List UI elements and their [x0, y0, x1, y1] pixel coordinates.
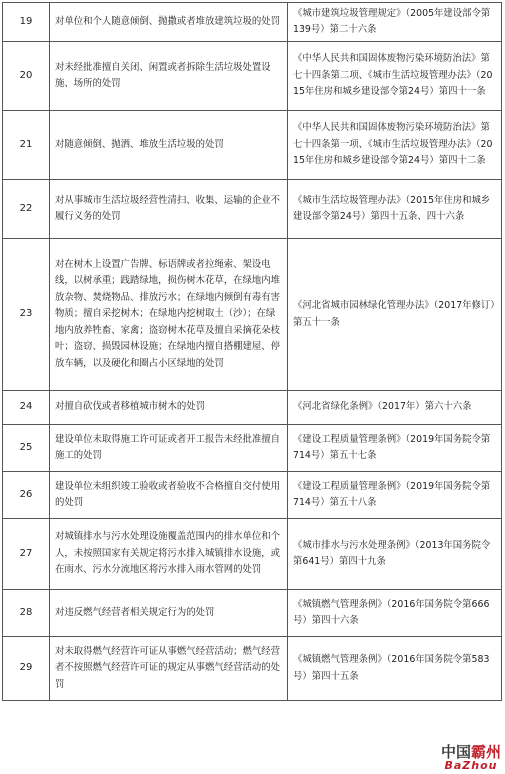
- penalty-item: 对未经批准擅自关闭、闲置或者拆除生活垃圾处置设施、场所的处罚: [50, 42, 288, 110]
- penalty-item: 对单位和个人随意倾倒、抛撒或者堆放建筑垃圾的处罚: [50, 3, 288, 41]
- penalty-item: 对随意倾倒、抛洒、堆放生活垃圾的处罚: [50, 111, 288, 179]
- legal-basis: 《建设工程质量管理条例》（2019年国务院令第714号）第五十八条: [293, 480, 491, 508]
- table-row: [2, 425, 502, 472]
- row-number: 25: [3, 425, 50, 471]
- table-row: [2, 2, 502, 42]
- table-row: [2, 519, 502, 590]
- table-row: [2, 391, 502, 425]
- legal-basis: 《城市生活垃圾管理办法》（2015年住房和城乡建设部令第24号）第四十五条、四十六条: [293, 194, 491, 222]
- row-number: 26: [3, 472, 50, 518]
- table-row: [2, 42, 502, 111]
- table-row: [2, 111, 502, 180]
- legal-basis: 《河北省绿化条例》（2017年）第六十六条: [293, 401, 472, 413]
- row-number: 20: [3, 42, 50, 110]
- row-number: 23: [3, 239, 50, 390]
- row-number: 19: [3, 3, 50, 41]
- table-row: [2, 239, 502, 391]
- watermark-bazhou: 霸州: [470, 743, 501, 761]
- row-number: 28: [3, 590, 50, 636]
- legal-basis: 《城市建筑垃圾管理规定》（2005年建设部令第139号）第二十六条: [293, 7, 491, 35]
- legal-basis: 《中华人民共和国固体废物污染环境防治法》第七十四条第二项、《城市生活垃圾管理办法》（2015年住房和城乡建设部令第24号）第四十一条: [293, 53, 493, 98]
- regulation-table: [2, 2, 502, 701]
- penalty-item: 对从事城市生活垃圾经营性清扫、收集、运输的企业不履行义务的处罚: [50, 180, 288, 238]
- legal-basis: 《城镇燃气管理条例》（2016年国务院令第583号）第四十五条: [293, 654, 490, 682]
- penalty-item: 建设单位未取得施工许可证或者开工报告未经批准擅自施工的处罚: [50, 425, 288, 471]
- legal-basis: 《城市排水与污水处理条例》（2013年国务院令第641号）第四十九条: [293, 539, 491, 567]
- legal-basis: 《河北省城市园林绿化管理办法》（2017年修订）第五十一条: [293, 300, 495, 328]
- row-number: 22: [3, 180, 50, 238]
- penalty-item: 对城镇排水与污水处理设施覆盖范围内的排水单位和个人，未按照国家有关规定将污水排入城镇排水设施，或在雨水、污水分流地区将污水排入雨水管网的处罚: [50, 519, 288, 589]
- row-number: 24: [3, 391, 50, 424]
- table-row: [2, 180, 502, 239]
- legal-basis: 《城镇燃气管理条例》（2016年国务院令第666号）第四十六条: [293, 598, 490, 626]
- penalty-item: 对在树木上设置广告牌、标语牌或者拉绳索、架设电线，以树承重；践踏绿地，损伤树木花草，在绿地内堆放杂物、焚烧物品、排放污水；在绿地内倾倒有毒有害物质；擅自采挖树木；在绿地内挖树取土（沙）；在绿地内放养牲畜、家禽；盗窃树木花草及擅自采摘花朵枝叶；盗窃、损毁园林设施；在绿地内擅自搭棚建屋、停放车辆，以及硬化和圈占小区绿地的处罚: [50, 239, 288, 390]
- row-number: 27: [3, 519, 50, 589]
- legal-basis: 《中华人民共和国固体废物污染环境防治法》第七十四条第一项、《城市生活垃圾管理办法》（2015年住房和城乡建设部令第24号）第四十二条: [293, 122, 493, 167]
- watermark-china: 中国: [440, 743, 471, 761]
- watermark-latin: BaZhou: [444, 759, 498, 772]
- legal-basis: 《建设工程质量管理条例》（2019年国务院令第714号）第五十七条: [293, 433, 491, 461]
- table-row: [2, 637, 502, 701]
- row-number: 21: [3, 111, 50, 179]
- penalty-item: 对擅自砍伐或者移植城市树木的处罚: [50, 391, 288, 424]
- penalty-item: 对违反燃气经营者相关规定行为的处罚: [50, 590, 288, 636]
- site-watermark: [441, 744, 501, 772]
- penalty-item: 建设单位未组织竣工验收或者验收不合格擅自交付使用的处罚: [50, 472, 288, 518]
- penalty-item: 对未取得燃气经营许可证从事燃气经营活动；燃气经营者不按照燃气经营许可证的规定从事燃气经营活动的处罚: [50, 637, 288, 700]
- row-number: 29: [3, 637, 50, 700]
- table-row: [2, 590, 502, 637]
- table-row: [2, 472, 502, 519]
